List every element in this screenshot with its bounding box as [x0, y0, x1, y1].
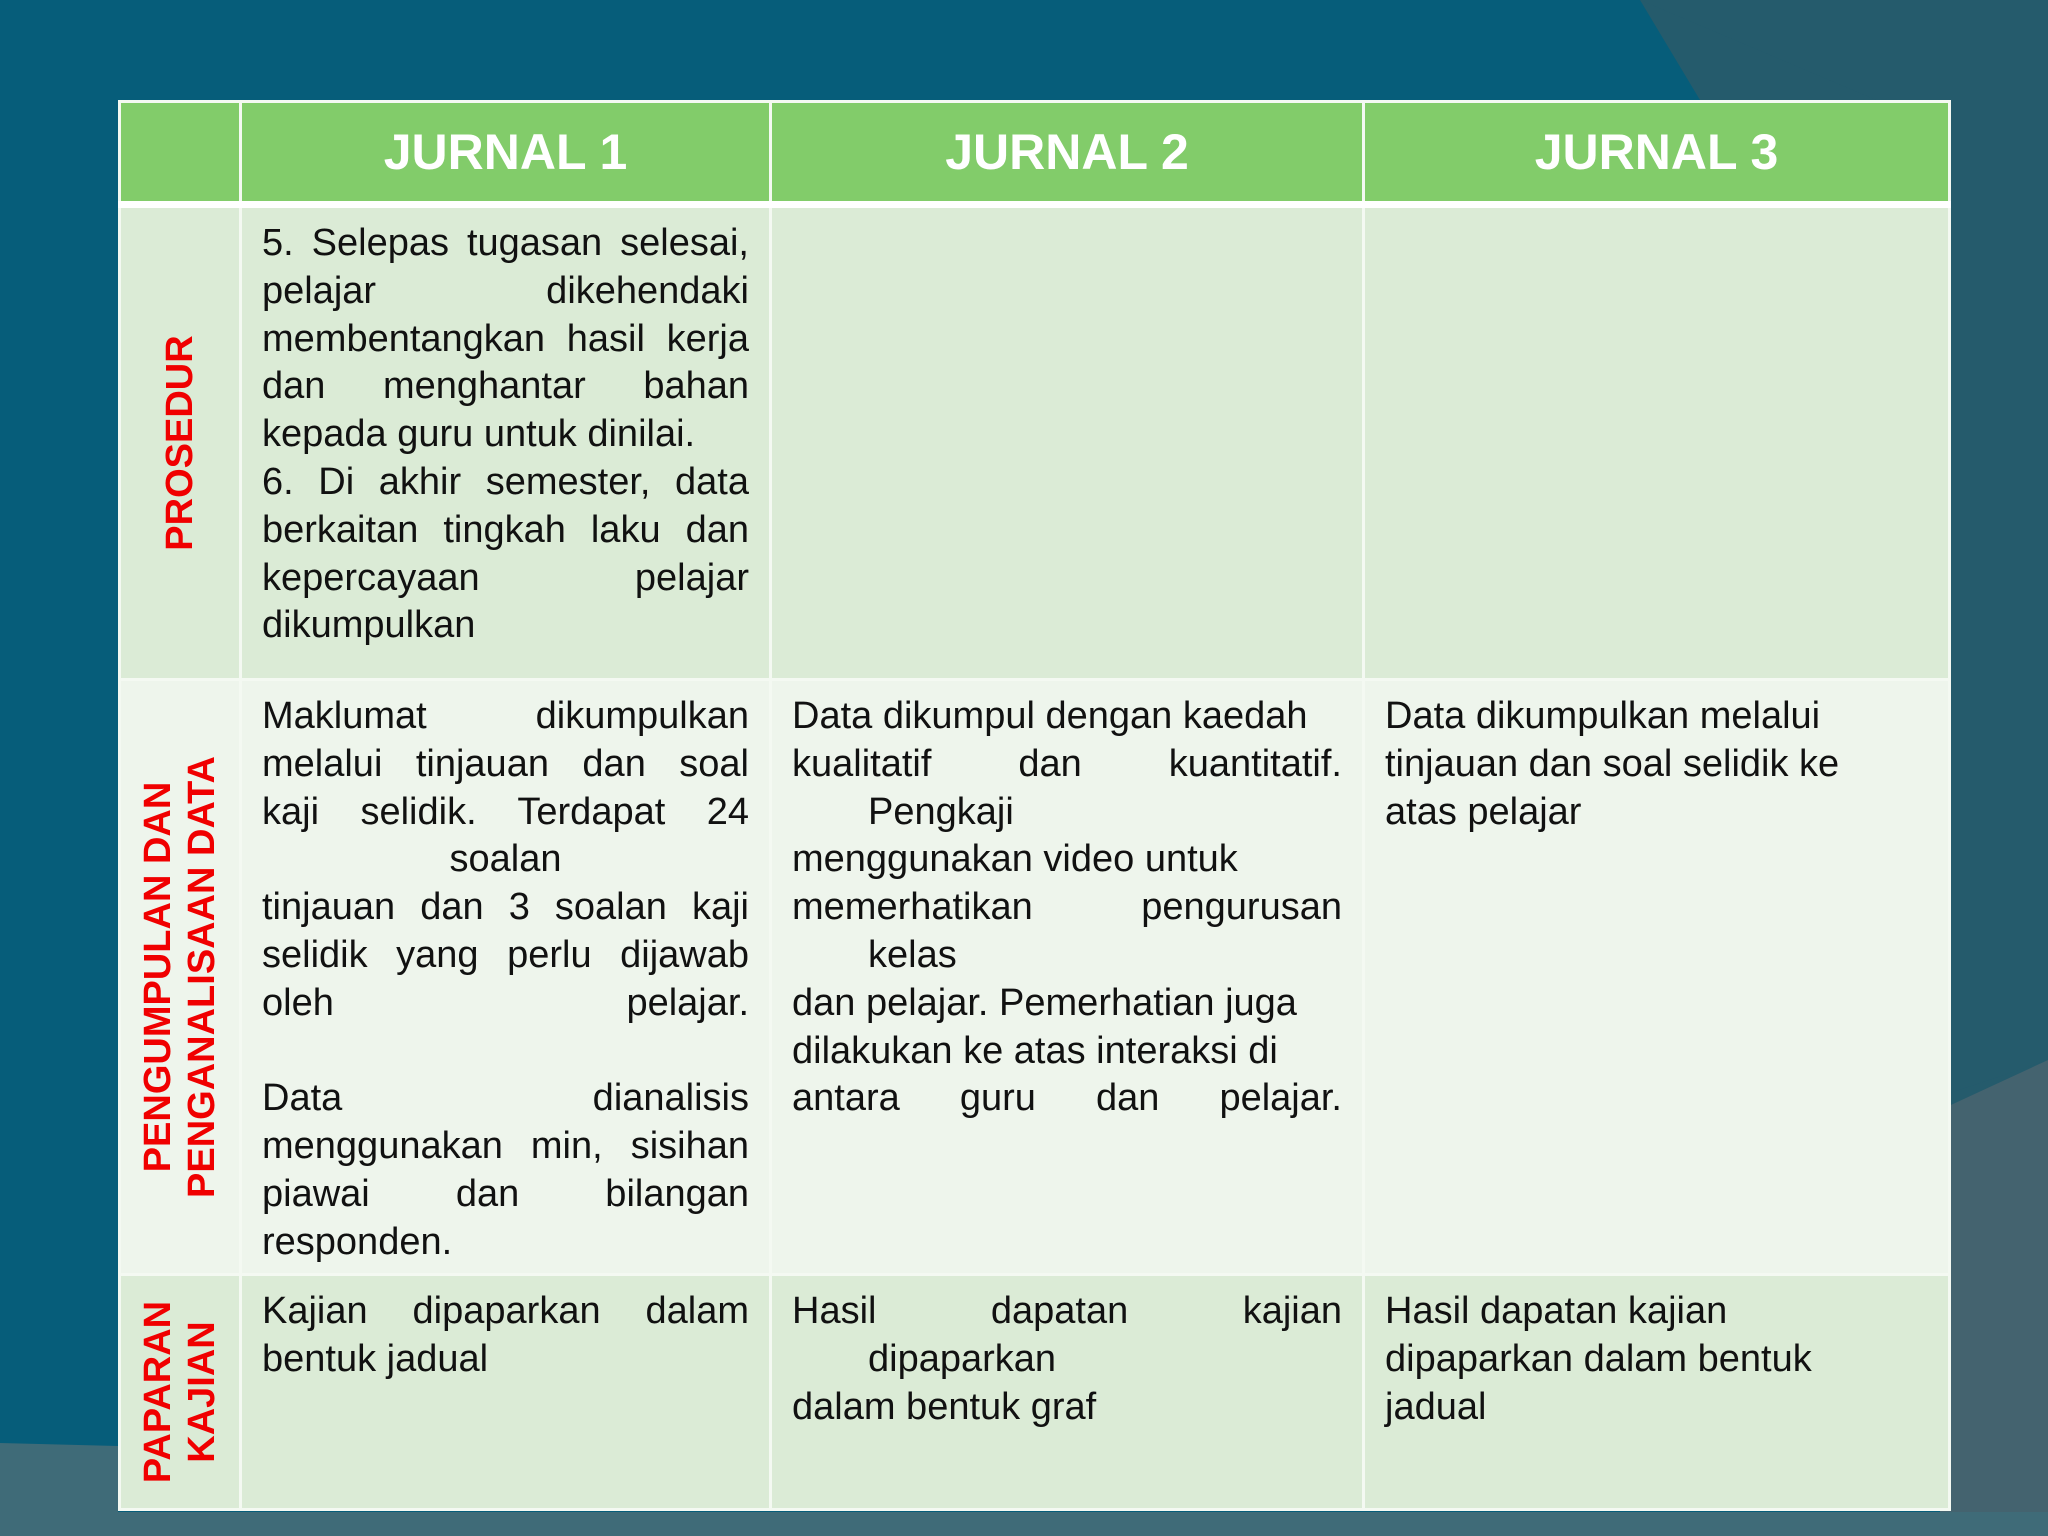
- cell-text-line: menggunakan video untuk: [792, 838, 1238, 881]
- cell-text-line: Hasil dapatan kajian: [792, 1290, 1342, 1332]
- row-label: [158, 335, 202, 550]
- header-jurnal-3: JURNAL 3: [1364, 102, 1950, 205]
- cell-jurnal-2: [771, 1275, 1364, 1510]
- cell-text-line: antara guru dan pelajar.: [792, 1077, 1342, 1120]
- cell-jurnal-2: [771, 205, 1364, 680]
- cell-text-line: berkaitan tingkah laku dan: [262, 508, 749, 551]
- cell-text: [772, 1276, 1362, 1431]
- cell-jurnal-3: [1364, 680, 1950, 1275]
- row-label: [136, 1301, 224, 1483]
- cell-text-line: Data dianalisis: [262, 1077, 749, 1120]
- row-prosedur: [120, 205, 1950, 680]
- cell-text: [242, 1276, 769, 1384]
- cell-jurnal-3: [1364, 205, 1950, 680]
- cell-text-line: tinjauan dan 3 soalan kaji: [262, 886, 749, 929]
- cell-text: [772, 681, 1362, 1123]
- cell-text: [772, 208, 1362, 220]
- cell-text-line: Data dikumpul dengan kaedah: [792, 695, 1308, 737]
- row-pengumpulan-data: [120, 680, 1950, 1275]
- cell-text: [1365, 681, 1948, 836]
- cell-text-line: piawai dan bilangan: [262, 1172, 749, 1215]
- row-label: [136, 756, 224, 1198]
- cell-text-line: Data dikumpulkan melalui: [1385, 695, 1821, 737]
- header-jurnal-2: JURNAL 2: [771, 102, 1364, 205]
- cell-text-line: Maklumat dikumpulkan: [262, 695, 749, 737]
- cell-text-line: kaji selidik. Terdapat 24: [262, 790, 749, 833]
- cell-text-line: bentuk jadual: [262, 1337, 489, 1380]
- cell-text-line: responden.: [262, 1220, 453, 1263]
- row-label-cell: [120, 1275, 241, 1510]
- header-jurnal-1: JURNAL 1: [241, 102, 771, 205]
- cell-text-line: dan menghantar bahan: [262, 365, 749, 408]
- cell-text-line: membentangkan hasil kerja: [262, 317, 749, 360]
- cell-text: [1365, 208, 1948, 220]
- row-label-cell: [120, 680, 241, 1275]
- cell-text-line: soalan: [449, 838, 562, 881]
- cell-text-line: kualitatif dan kuantitatif.: [792, 742, 1342, 785]
- row-label-line: PROSEDUR: [159, 335, 201, 551]
- cell-text-line: kelas: [868, 933, 957, 976]
- cell-text: [242, 681, 769, 1267]
- cell-text-line: menggunakan min, sisihan: [262, 1125, 749, 1168]
- cell-text: [1365, 1276, 1948, 1431]
- cell-text-line: memerhatikan pengurusan: [792, 886, 1342, 929]
- cell-jurnal-3: [1364, 1275, 1950, 1510]
- cell-text-line: oleh pelajar.: [262, 981, 749, 1024]
- cell-text-line: kepercayaan pelajar: [262, 556, 749, 599]
- comparison-table: [118, 100, 1951, 1511]
- cell-jurnal-1: [241, 1275, 771, 1510]
- cell-text-line: [262, 1028, 749, 1076]
- header-row: [120, 102, 1950, 205]
- cell-text: [242, 208, 769, 650]
- row-label-line: PENGUMPULAN DAN: [137, 781, 179, 1173]
- cell-text-line: dalam bentuk graf: [792, 1385, 1097, 1428]
- cell-text-line: dilakukan ke atas interaksi di: [792, 1029, 1278, 1072]
- cell-text-line: dipaparkan dalam bentuk: [1385, 1337, 1812, 1380]
- cell-text-line: dipaparkan: [868, 1337, 1057, 1380]
- cell-text-line: pelajar dikehendaki: [262, 269, 749, 312]
- header-corner: [120, 102, 241, 205]
- cell-text-line: selidik yang perlu dijawab: [262, 933, 749, 976]
- cell-text-line: melalui tinjauan dan soal: [262, 742, 749, 785]
- cell-text-line: dikumpulkan: [262, 604, 476, 647]
- row-label-line: PAPARAN: [137, 1300, 179, 1484]
- cell-text-line: dan pelajar. Pemerhatian juga: [792, 981, 1297, 1024]
- cell-text-line: atas pelajar: [1385, 790, 1582, 833]
- cell-jurnal-2: [771, 680, 1364, 1275]
- row-paparan-kajian: [120, 1275, 1950, 1510]
- cell-text-line: 5. Selepas tugasan selesai,: [262, 222, 749, 264]
- row-label-cell: [120, 205, 241, 680]
- cell-text-line: kepada guru untuk dinilai.: [262, 413, 696, 456]
- cell-text-line: Pengkaji: [868, 790, 1014, 833]
- row-label-line: PENGANALISAAN DATA: [181, 756, 223, 1198]
- cell-text-line: Kajian dipaparkan dalam: [262, 1290, 749, 1332]
- cell-jurnal-1: [241, 205, 771, 680]
- cell-text-line: 6. Di akhir semester, data: [262, 460, 749, 503]
- cell-text-line: jadual: [1385, 1385, 1487, 1428]
- row-label-line: KAJIAN: [181, 1321, 223, 1463]
- cell-jurnal-1: [241, 680, 771, 1275]
- cell-text-line: Hasil dapatan kajian: [1385, 1290, 1728, 1332]
- cell-text-line: tinjauan dan soal selidik ke: [1385, 742, 1840, 785]
